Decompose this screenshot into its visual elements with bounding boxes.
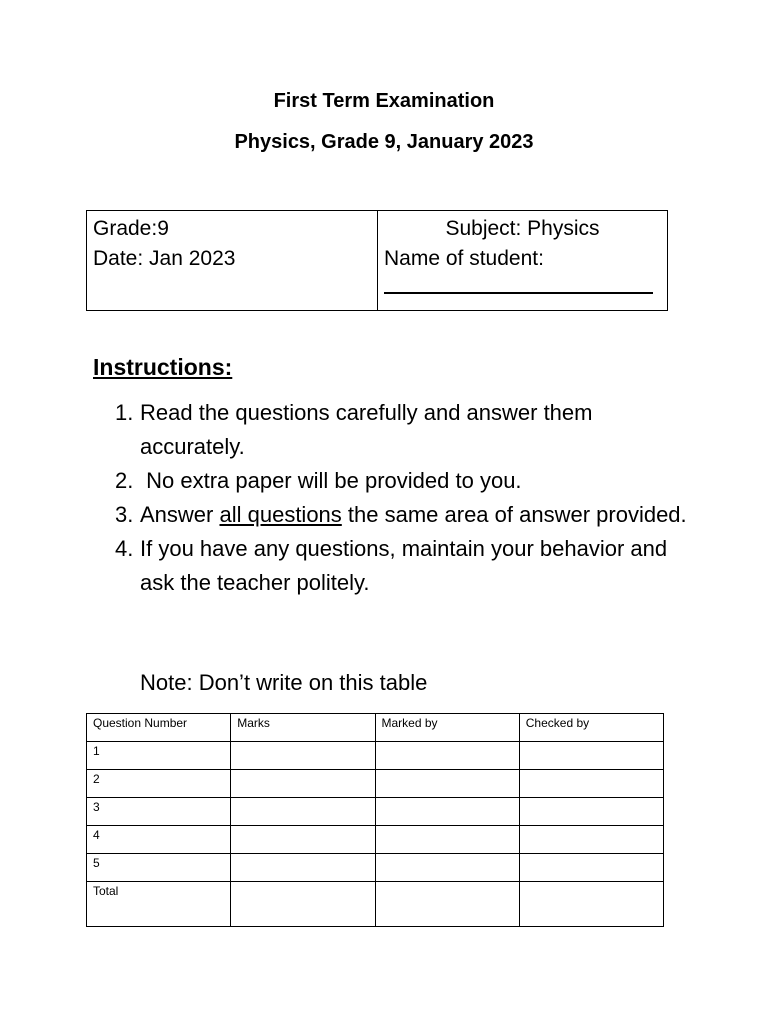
instruction-emphasis: all questions bbox=[219, 502, 342, 527]
checked-by-cell bbox=[519, 742, 663, 770]
instruction-number: 2. bbox=[115, 468, 134, 493]
grade-text: Grade:9 bbox=[93, 217, 169, 240]
marked-by-cell bbox=[375, 742, 519, 770]
exam-title: First Term Examination bbox=[273, 90, 495, 112]
marked-by-cell bbox=[375, 826, 519, 854]
checked-by-cell bbox=[519, 826, 663, 854]
checked-by-cell bbox=[519, 770, 663, 798]
table-row bbox=[87, 770, 664, 798]
instruction-number: 1. bbox=[115, 400, 134, 425]
table-row bbox=[87, 742, 664, 770]
marks-cell bbox=[231, 742, 375, 770]
question-number-cell: 3 bbox=[87, 798, 231, 826]
marks-cell bbox=[231, 854, 375, 882]
header-marked-by: Marked by bbox=[375, 714, 519, 742]
marks-table bbox=[86, 713, 664, 927]
header-checked-by: Checked by bbox=[519, 714, 663, 742]
checked-by-cell bbox=[519, 882, 663, 927]
question-number-cell: 1 bbox=[87, 742, 231, 770]
checked-by-cell bbox=[519, 854, 663, 882]
table-row bbox=[87, 854, 664, 882]
instructions-list bbox=[115, 396, 695, 600]
marks-table-header-row bbox=[87, 714, 664, 742]
subject-text: Subject: Physics bbox=[445, 217, 600, 240]
instruction-item bbox=[115, 464, 695, 498]
table-row bbox=[87, 798, 664, 826]
table-row-total bbox=[87, 882, 664, 927]
grade-date-cell bbox=[87, 211, 378, 311]
instruction-number: 4. bbox=[115, 536, 134, 561]
instruction-item bbox=[115, 396, 695, 464]
instruction-text: Read the questions carefully and answer them accurately. bbox=[140, 400, 593, 459]
marks-cell bbox=[231, 826, 375, 854]
instruction-number: 3. bbox=[115, 502, 134, 527]
marks-cell bbox=[231, 798, 375, 826]
table-row bbox=[87, 826, 664, 854]
checked-by-cell bbox=[519, 798, 663, 826]
marked-by-cell bbox=[375, 798, 519, 826]
instructions-heading: Instructions: bbox=[93, 354, 233, 380]
marked-by-cell bbox=[375, 854, 519, 882]
student-name-label: Name of student: bbox=[384, 247, 544, 270]
marked-by-cell bbox=[375, 770, 519, 798]
marked-by-cell bbox=[375, 882, 519, 927]
date-text: Date: Jan 2023 bbox=[93, 247, 236, 270]
header-question-number: Question Number bbox=[87, 714, 231, 742]
subject-name-cell bbox=[378, 211, 668, 311]
question-number-cell: 2 bbox=[87, 770, 231, 798]
student-info-table bbox=[86, 210, 668, 311]
question-number-cell: 4 bbox=[87, 826, 231, 854]
exam-subtitle: Physics, Grade 9, January 2023 bbox=[234, 131, 534, 153]
marks-cell bbox=[231, 882, 375, 927]
instruction-text: If you have any questions, maintain your behavior and ask the teacher politely. bbox=[140, 536, 668, 595]
table-note: Note: Don’t write on this table bbox=[140, 670, 428, 695]
student-name-blank-line[interactable] bbox=[384, 274, 661, 302]
instruction-item bbox=[115, 532, 695, 600]
instruction-text: No extra paper will be provided to you. bbox=[140, 468, 522, 493]
question-number-cell: 5 bbox=[87, 854, 231, 882]
instruction-text-cont: the same area of answer provided. bbox=[341, 502, 687, 527]
header-marks: Marks bbox=[231, 714, 375, 742]
instruction-text: Answer bbox=[140, 502, 220, 527]
instruction-item bbox=[115, 498, 695, 532]
total-label-cell: Total bbox=[87, 882, 231, 927]
marks-cell bbox=[231, 770, 375, 798]
